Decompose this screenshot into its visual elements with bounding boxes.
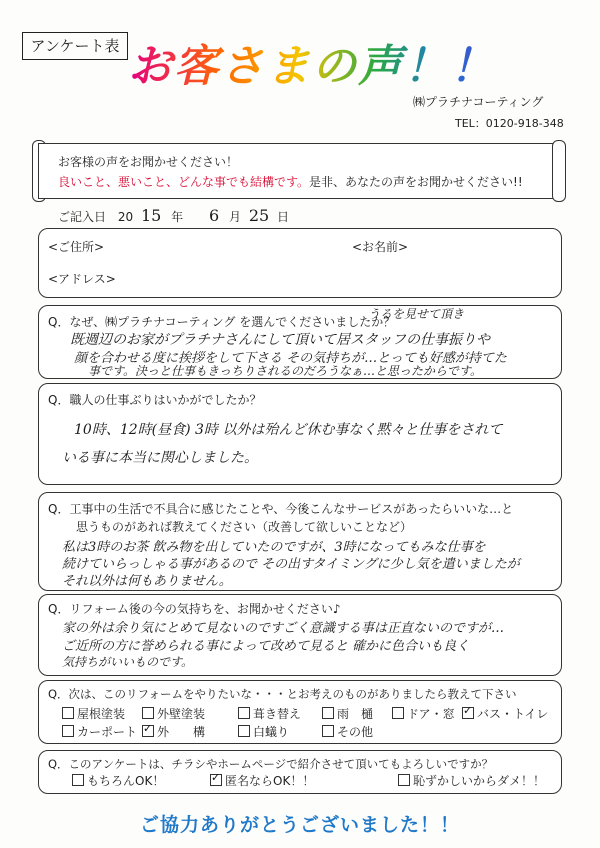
q1-answer-1: 既週辺のお家がプラチナさんにして頂いて居スタッフの仕事振りや <box>70 332 490 348</box>
thanks-message: ご協力ありがとうございました！！ <box>139 814 460 836</box>
checkbox[interactable] <box>142 707 154 719</box>
q4-answer-2: ご近所の方に誉められる事によって改めて見ると 確かに色合いも良く <box>62 639 470 654</box>
intro-scroll <box>38 143 560 199</box>
q5-option-label: カーポート <box>77 725 138 739</box>
q1-note: うるを見せて頂き <box>368 307 465 321</box>
intro-rest: 是非、あなたの声をお聞かせください!! <box>309 175 523 189</box>
q6-question: Q．このアンケートは、チラシやホームページで紹介させて頂いてもよろしいですか？ <box>48 757 494 771</box>
scroll-right-roll <box>552 140 566 202</box>
company-name: ㈱プラチナコーティング <box>413 95 544 109</box>
q5-question: Q．次は、このリフォームをやりたいな・・・とお考えのものがありましたら教えて下さい <box>48 687 517 701</box>
checkbox[interactable] <box>322 707 334 719</box>
date-day-unit: 日 <box>277 210 290 224</box>
q5-option-label: その他 <box>337 725 374 739</box>
checkbox[interactable] <box>62 725 74 737</box>
q5-option-label: バス・トイレ <box>477 707 549 721</box>
q3-answer-1: 私は3時のお茶 飲み物を出していたのですが、3時になってもみな仕事を <box>62 540 486 555</box>
date-label: ご記入日 <box>58 210 107 224</box>
checkbox[interactable] <box>62 707 74 719</box>
intro-line-2 <box>58 173 523 190</box>
q5-option[interactable] <box>62 705 125 722</box>
date-era: 20 <box>117 210 134 224</box>
q6-option-label: もちろんOK！ <box>87 774 165 788</box>
q5-option-label: 白蟻り <box>253 725 290 739</box>
q6-option-label: 恥ずかしいからダメ！！ <box>413 774 546 788</box>
checkbox[interactable] <box>398 774 410 786</box>
q5-option[interactable] <box>392 705 455 722</box>
q5-option-label: ドア・窓 <box>407 707 455 721</box>
q1-answer-2: 顔を合わせる度に挨拶をして下さる その気持ちが…とっても好感が持てた <box>74 351 507 366</box>
form-tag: アンケート表 <box>22 32 128 60</box>
q5-option[interactable] <box>142 705 205 722</box>
q1-answer-3: 事です。決っと仕事もきっちりされるのだろうなぁ…と思ったからです。 <box>88 364 482 378</box>
q6-option-label: 匿名ならOK！！ <box>225 774 315 788</box>
date-day[interactable]: 25 <box>248 206 270 225</box>
email-label[interactable]: <アドレス> <box>48 272 116 286</box>
checkbox[interactable] <box>238 725 250 737</box>
q4-answer-3: 気持ちがいいものです。 <box>62 655 194 669</box>
page-title: お客さまの声！！ <box>128 40 508 94</box>
q5-option[interactable] <box>322 705 373 722</box>
q3-question-1: Q．工事中の生活で不具合に感じたことや、今後こんなサービスがあったらいいな…と <box>48 502 514 516</box>
checkbox[interactable] <box>142 725 154 737</box>
q5-option[interactable] <box>322 723 373 740</box>
q5-option-label: 外壁塗装 <box>157 707 206 721</box>
q5-option-label: 雨 樋 <box>337 707 374 721</box>
q5-option-label: 葺き替え <box>253 707 302 721</box>
q4-question: Q．リフォーム後の今の気持ちを、お聞かせください♪ <box>48 602 341 616</box>
q2-answer-1: 10時、12時(昼食) 3時 以外は殆んど休む事なく黙々と仕事をされて <box>74 422 503 438</box>
q5-option-label: 外 構 <box>157 725 206 739</box>
q5-option[interactable] <box>238 705 301 722</box>
q6-option[interactable] <box>398 772 545 789</box>
q5-option[interactable] <box>462 705 548 722</box>
date-month-unit: 月 <box>229 210 242 224</box>
name-label[interactable]: <お名前> <box>352 240 409 254</box>
date-month[interactable]: 6 <box>208 206 220 225</box>
q5-option[interactable] <box>62 723 137 740</box>
date-year-unit: 年 <box>171 210 184 224</box>
q5-option[interactable] <box>238 723 289 740</box>
telephone: TEL：0120-918-348 <box>455 117 564 130</box>
q1-question: Q．なぜ、㈱プラチナコーティング を選んでくださいましたか？ <box>48 315 396 329</box>
entry-date <box>58 206 289 225</box>
q6-option[interactable] <box>72 772 164 789</box>
checkbox[interactable] <box>238 707 250 719</box>
q3-answer-3: それ以外は何もありません。 <box>62 574 232 589</box>
q5-option-label: 屋根塗装 <box>77 707 126 721</box>
q2-answer-2: いる事に本当に関心しました。 <box>62 450 258 466</box>
checkbox[interactable] <box>210 774 222 786</box>
checkbox[interactable] <box>462 707 474 719</box>
q3-answer-2: 続けていらっしゃる事があるので その出すタイミングに少し気を遣いましたが <box>62 557 520 572</box>
q5-option[interactable] <box>142 723 205 740</box>
q3-question-2: 思うものがあれば教えてください（改善して欲しいことなど） <box>76 520 413 534</box>
q2-question: Q．職人の仕事ぶりはいかがでしたか？ <box>48 393 262 407</box>
checkbox[interactable] <box>72 774 84 786</box>
contact-box <box>38 228 562 298</box>
q6-option[interactable] <box>210 772 314 789</box>
address-label[interactable]: <ご住所> <box>48 240 105 254</box>
q4-answer-1: 家の外は余り気にとめて見ないのですごく意識する事は正直ないのですが… <box>62 621 505 636</box>
checkbox[interactable] <box>322 725 334 737</box>
intro-line-1: お客様の声をお聞かせください！ <box>58 155 239 169</box>
intro-highlight: 良いこと、悪いこと、どんな事でも結構です。 <box>58 175 310 189</box>
date-year[interactable]: 15 <box>140 206 162 225</box>
checkbox[interactable] <box>392 707 404 719</box>
